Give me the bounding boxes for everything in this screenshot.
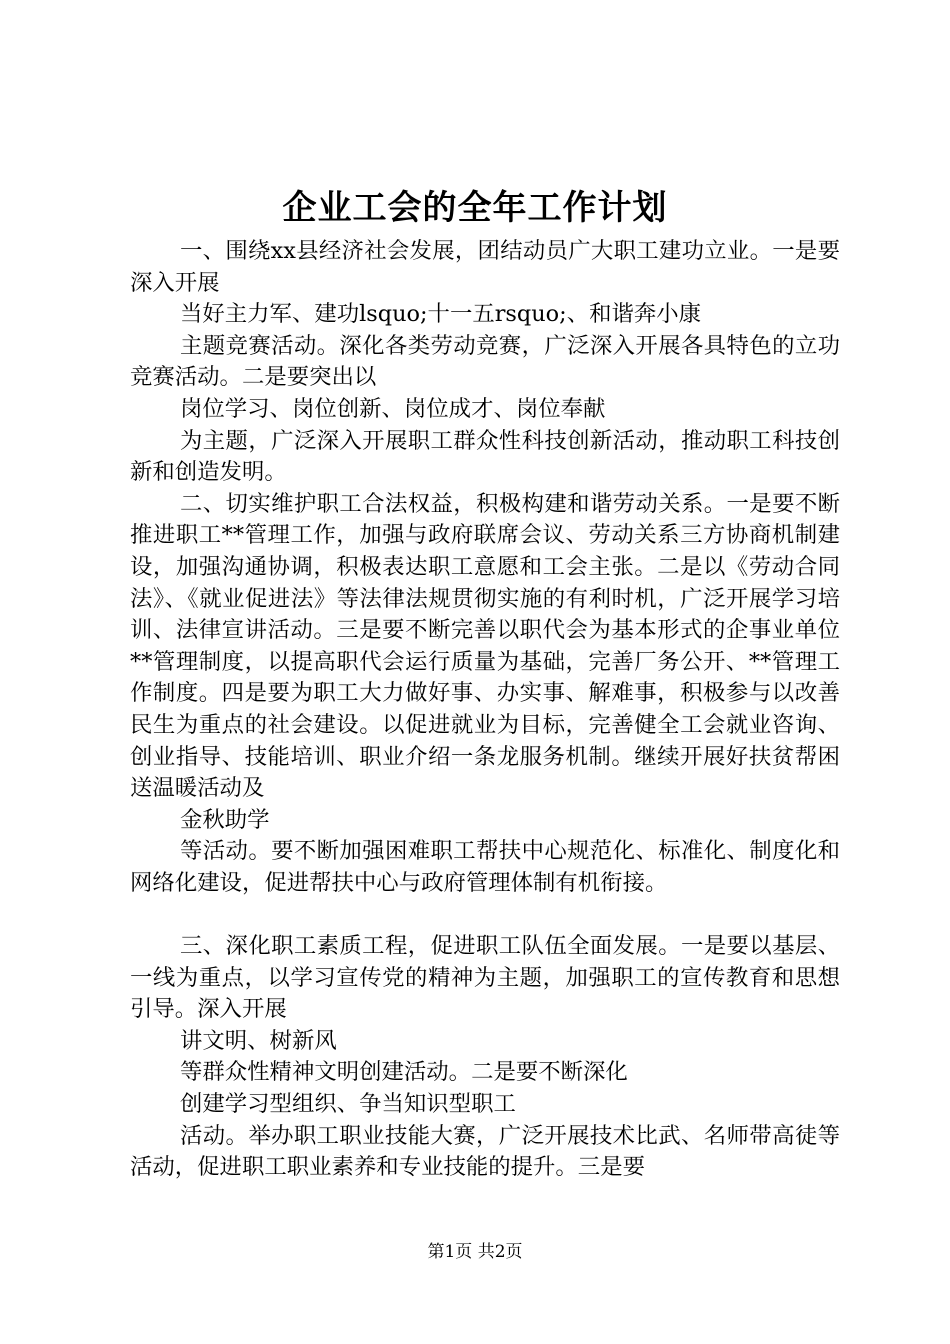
paragraph-11: 等群众性精神文明创建活动。二是要不断深化 — [180, 1059, 628, 1086]
paragraph-3: 主题竞赛活动。深化各类劳动竞赛，广泛深入开展各具特色的立功竞赛活动。二是要突出以 — [130, 332, 840, 391]
paragraph-5: 为主题，广泛深入开展职工群众性科技创新活动，推动职工科技创新和创造发明。 — [130, 427, 840, 486]
page-number-footer: 第1页 共2页 — [427, 1242, 523, 1262]
paragraph-10: 讲文明、树新风 — [180, 1027, 337, 1054]
paragraph-2: 当好主力军、建功lsquo;十一五rsquo;、和谐奔小康 — [180, 301, 702, 328]
paragraph-12: 创建学习型组织、争当知识型职工 — [180, 1091, 516, 1118]
paragraph-1: 一、围绕xx县经济社会发展，团结动员广大职工建功立业。一是要深入开展 — [130, 238, 840, 296]
document-body — [130, 236, 840, 1184]
paragraph-9: 三、深化职工素质工程，促进职工队伍全面发展。一是要以基层、一线为重点，以学习宣传党的精神为主题，加强职工的宣传教育和思想引导。深入开展 — [130, 933, 840, 1023]
paragraph-8: 等活动。要不断加强困难职工帮扶中心规范化、标准化、制度化和网络化建设，促进帮扶中心与政府管理体制有机衔接。 — [130, 838, 840, 896]
paragraph-13: 活动。举办职工职业技能大赛，广泛开展技术比武、名师带高徒等活动，促进职工职业素养和专业技能的提升。三是要 — [130, 1122, 840, 1181]
document-title: 企业工会的全年工作计划 — [282, 188, 668, 228]
paragraph-gap — [130, 899, 840, 931]
paragraph-7: 金秋助学 — [180, 806, 270, 833]
paragraph-4: 岗位学习、岗位创新、岗位成才、岗位奉献 — [180, 395, 606, 422]
paragraph-6: 二、切实维护职工合法权益，积极构建和谐劳动关系。一是要不断推进职工**管理工作，加强与政府联席会议、劳动关系三方协商机制建设，加强沟通协调，积极表达职工意愿和工会主张。二是以《劳动合同法》、《就业促进法》等法律法规贯彻实施的有利时机，广泛开展学习培训、法律宣讲活动。三是要不断完善以职代会为基本形式的企事业单位**管理制度，以提高职代会运行质量为基础，完善厂务公开、**管理工作制度。四是要为职工大力做好事、办实事、解难事，积极参与以改善民生为重点的社会建设。以促进就业为目标，完善健全工会就业咨询、创业指导、技能培训、职业介绍一条龙服务机制。继续开展好扶贫帮困送温暖活动及 — [130, 490, 840, 802]
